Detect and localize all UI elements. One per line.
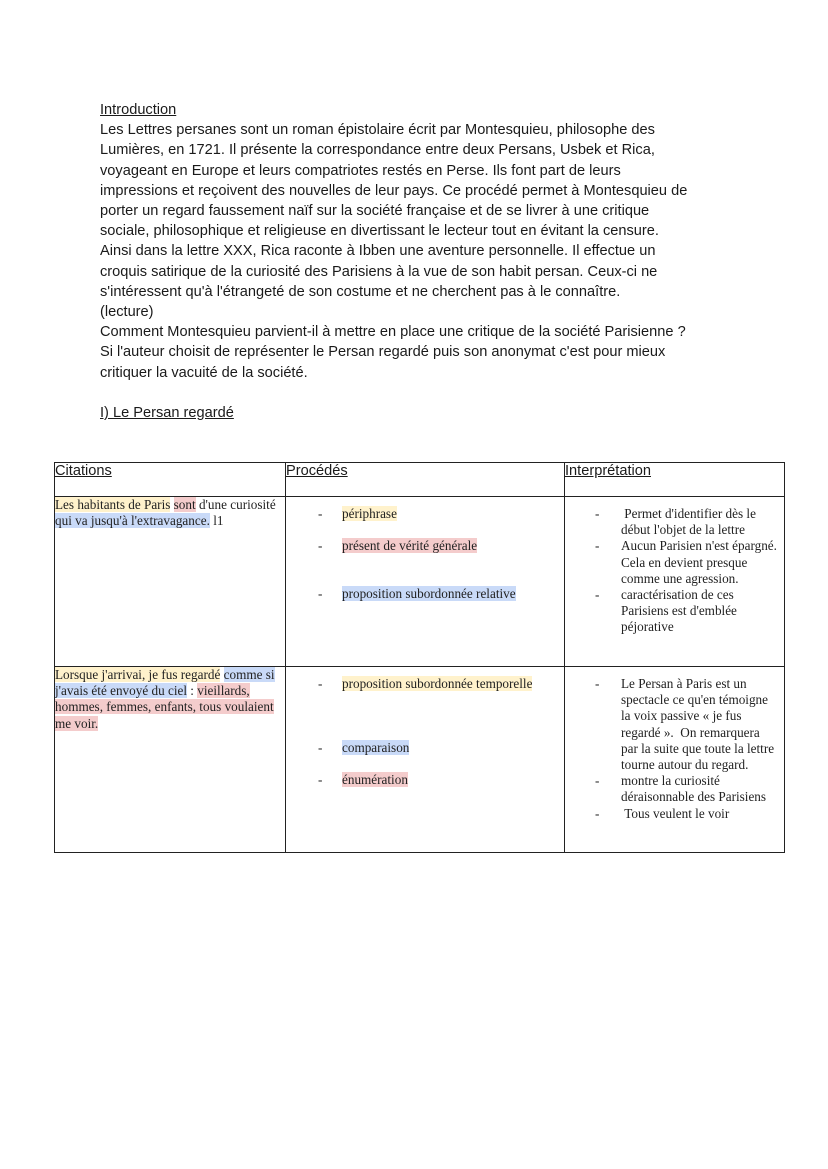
plan-line: Si l'auteur choisit de représenter le Persan regardé puis son anonymat c'est pour mieux <box>100 344 666 361</box>
highlighted-quote-segment: Les habitants de Paris <box>55 497 171 512</box>
bullet-dash: - <box>595 538 600 554</box>
intro-line: Lumières, en 1721. Il présente la correspondance entre deux Persans, Usbek et Rica, <box>100 142 655 159</box>
intro-line: impressions et reçoivent des nouvelles de leur pays. Ce procédé permet à Montesquieu de <box>100 182 688 199</box>
interpretation-text: Permet d'identifier dès le début l'objet de la lettre <box>621 506 760 538</box>
interpretation-item <box>565 773 778 805</box>
header-procedes <box>286 463 565 497</box>
interpretation-text: Tous veulent le voir <box>621 805 730 821</box>
bullet-dash: - <box>318 586 323 602</box>
procede-label: comparaison <box>342 740 410 756</box>
highlighted-quote-segment: comme si j'avais été envoyé du ciel <box>55 667 275 699</box>
intro-line: voyageant en Europe et leurs compatriotes restés en Perse. Ils font part de leurs <box>100 162 621 179</box>
procede-label: proposition subordonnée temporelle <box>342 676 533 691</box>
table-row <box>55 497 785 667</box>
procede-label: proposition subordonnée relative <box>342 586 516 602</box>
procede-item <box>286 676 564 692</box>
interpretation-list <box>565 506 781 636</box>
procede-label: présent de vérité générale <box>342 538 478 554</box>
table-row <box>55 667 785 853</box>
bullet-dash: - <box>595 773 600 789</box>
quote-segment: d'une curiosité <box>195 497 276 512</box>
procede-item <box>286 740 564 756</box>
procede-item <box>286 772 564 788</box>
header-interpretation <box>565 463 785 497</box>
table-header-row <box>55 463 785 497</box>
bullet-dash: - <box>595 506 600 521</box>
bullet-dash: - <box>595 805 600 821</box>
intro-line: Les Lettres persanes sont un roman épistolaire écrit par Montesquieu, philosophe des <box>100 122 655 139</box>
introduction-section <box>100 100 760 423</box>
procede-label: énumération <box>342 772 408 788</box>
intro-line: (lecture) <box>100 304 154 321</box>
interpretation-text: Le Persan à Paris est un spectacle ce qu'en témoigne la voix passive « je fus regardé ». On remarquera par la suite que toute la lettre tourne autour du regard. <box>621 676 778 773</box>
highlighted-quote-segment: sont <box>173 497 196 512</box>
header-label: Citations <box>55 463 112 479</box>
header-label: Procédés <box>286 463 348 479</box>
quote-segment: l1 <box>209 513 224 529</box>
header-citations <box>55 463 286 497</box>
analysis-table <box>54 462 785 853</box>
interpretation-cell <box>565 497 785 667</box>
header-label: Interprétation <box>565 463 651 479</box>
introduction-heading: Introduction <box>100 102 177 118</box>
intro-line: s'intéressent qu'à l'étrangeté de son costume et ne cherchent pas à le connaître. <box>100 283 621 300</box>
problematique-line: Comment Montesquieu parvient-il à mettre en place une critique de la société Parisienne ? <box>100 324 686 341</box>
bullet-dash: - <box>318 538 323 554</box>
interpretation-item <box>565 587 778 636</box>
procedes-list <box>286 676 564 789</box>
section-heading: I) Le Persan regardé <box>100 405 234 422</box>
interpretation-text: caractérisation de ces Parisiens est d'emblée péjorative <box>621 587 741 635</box>
interpretation-item <box>565 538 781 587</box>
interpretation-text: Aucun Parisien n'est épargné. Cela en devient presque comme une agression. <box>621 538 781 586</box>
procede-item <box>286 586 564 602</box>
spacer <box>100 383 760 403</box>
bullet-dash: - <box>595 676 600 691</box>
procedes-cell <box>286 497 565 667</box>
interpretation-item <box>565 806 778 822</box>
bullet-dash: - <box>318 740 323 756</box>
bullet-dash: - <box>318 676 323 691</box>
procede-item <box>286 506 564 522</box>
highlighted-quote-segment: Lorsque j'arrivai, je fus regardé <box>55 667 221 682</box>
citation-cell <box>55 497 286 667</box>
highlighted-quote-segment: vieillards, hommes, femmes, enfants, tous voulaient me voir. <box>55 683 274 731</box>
procedes-list <box>286 506 564 603</box>
bullet-dash: - <box>318 772 323 788</box>
intro-line: porter un regard faussement naïf sur la société française et de se livrer à une critique <box>100 203 650 220</box>
plan-line: critiquer la vacuité de la société. <box>100 364 308 381</box>
interpretation-text: montre la curiosité déraisonnable des Parisiens <box>621 773 767 805</box>
interpretation-item <box>565 676 778 773</box>
interpretation-list <box>565 676 778 822</box>
procede-label: périphrase <box>342 506 397 521</box>
quote-segment: : <box>187 683 198 699</box>
procede-item <box>286 538 564 554</box>
highlighted-quote-segment: qui va jusqu'à l'extravagance. <box>55 513 210 529</box>
interpretation-cell <box>565 667 785 853</box>
intro-line: sociale, philosophique et religieuse en divertissant le lecteur tout en évitant la censure. <box>100 223 659 240</box>
bullet-dash: - <box>318 506 323 521</box>
procedes-cell <box>286 667 565 853</box>
interpretation-item <box>565 506 778 538</box>
intro-line: Ainsi dans la lettre XXX, Rica raconte à Ibben une aventure personnelle. Il effectue un <box>100 243 656 260</box>
intro-line: croquis satirique de la curiosité des Parisiens à la vue de son habit persan. Ceux-ci ne <box>100 263 658 280</box>
citation-cell <box>55 667 286 853</box>
bullet-dash: - <box>595 587 600 603</box>
